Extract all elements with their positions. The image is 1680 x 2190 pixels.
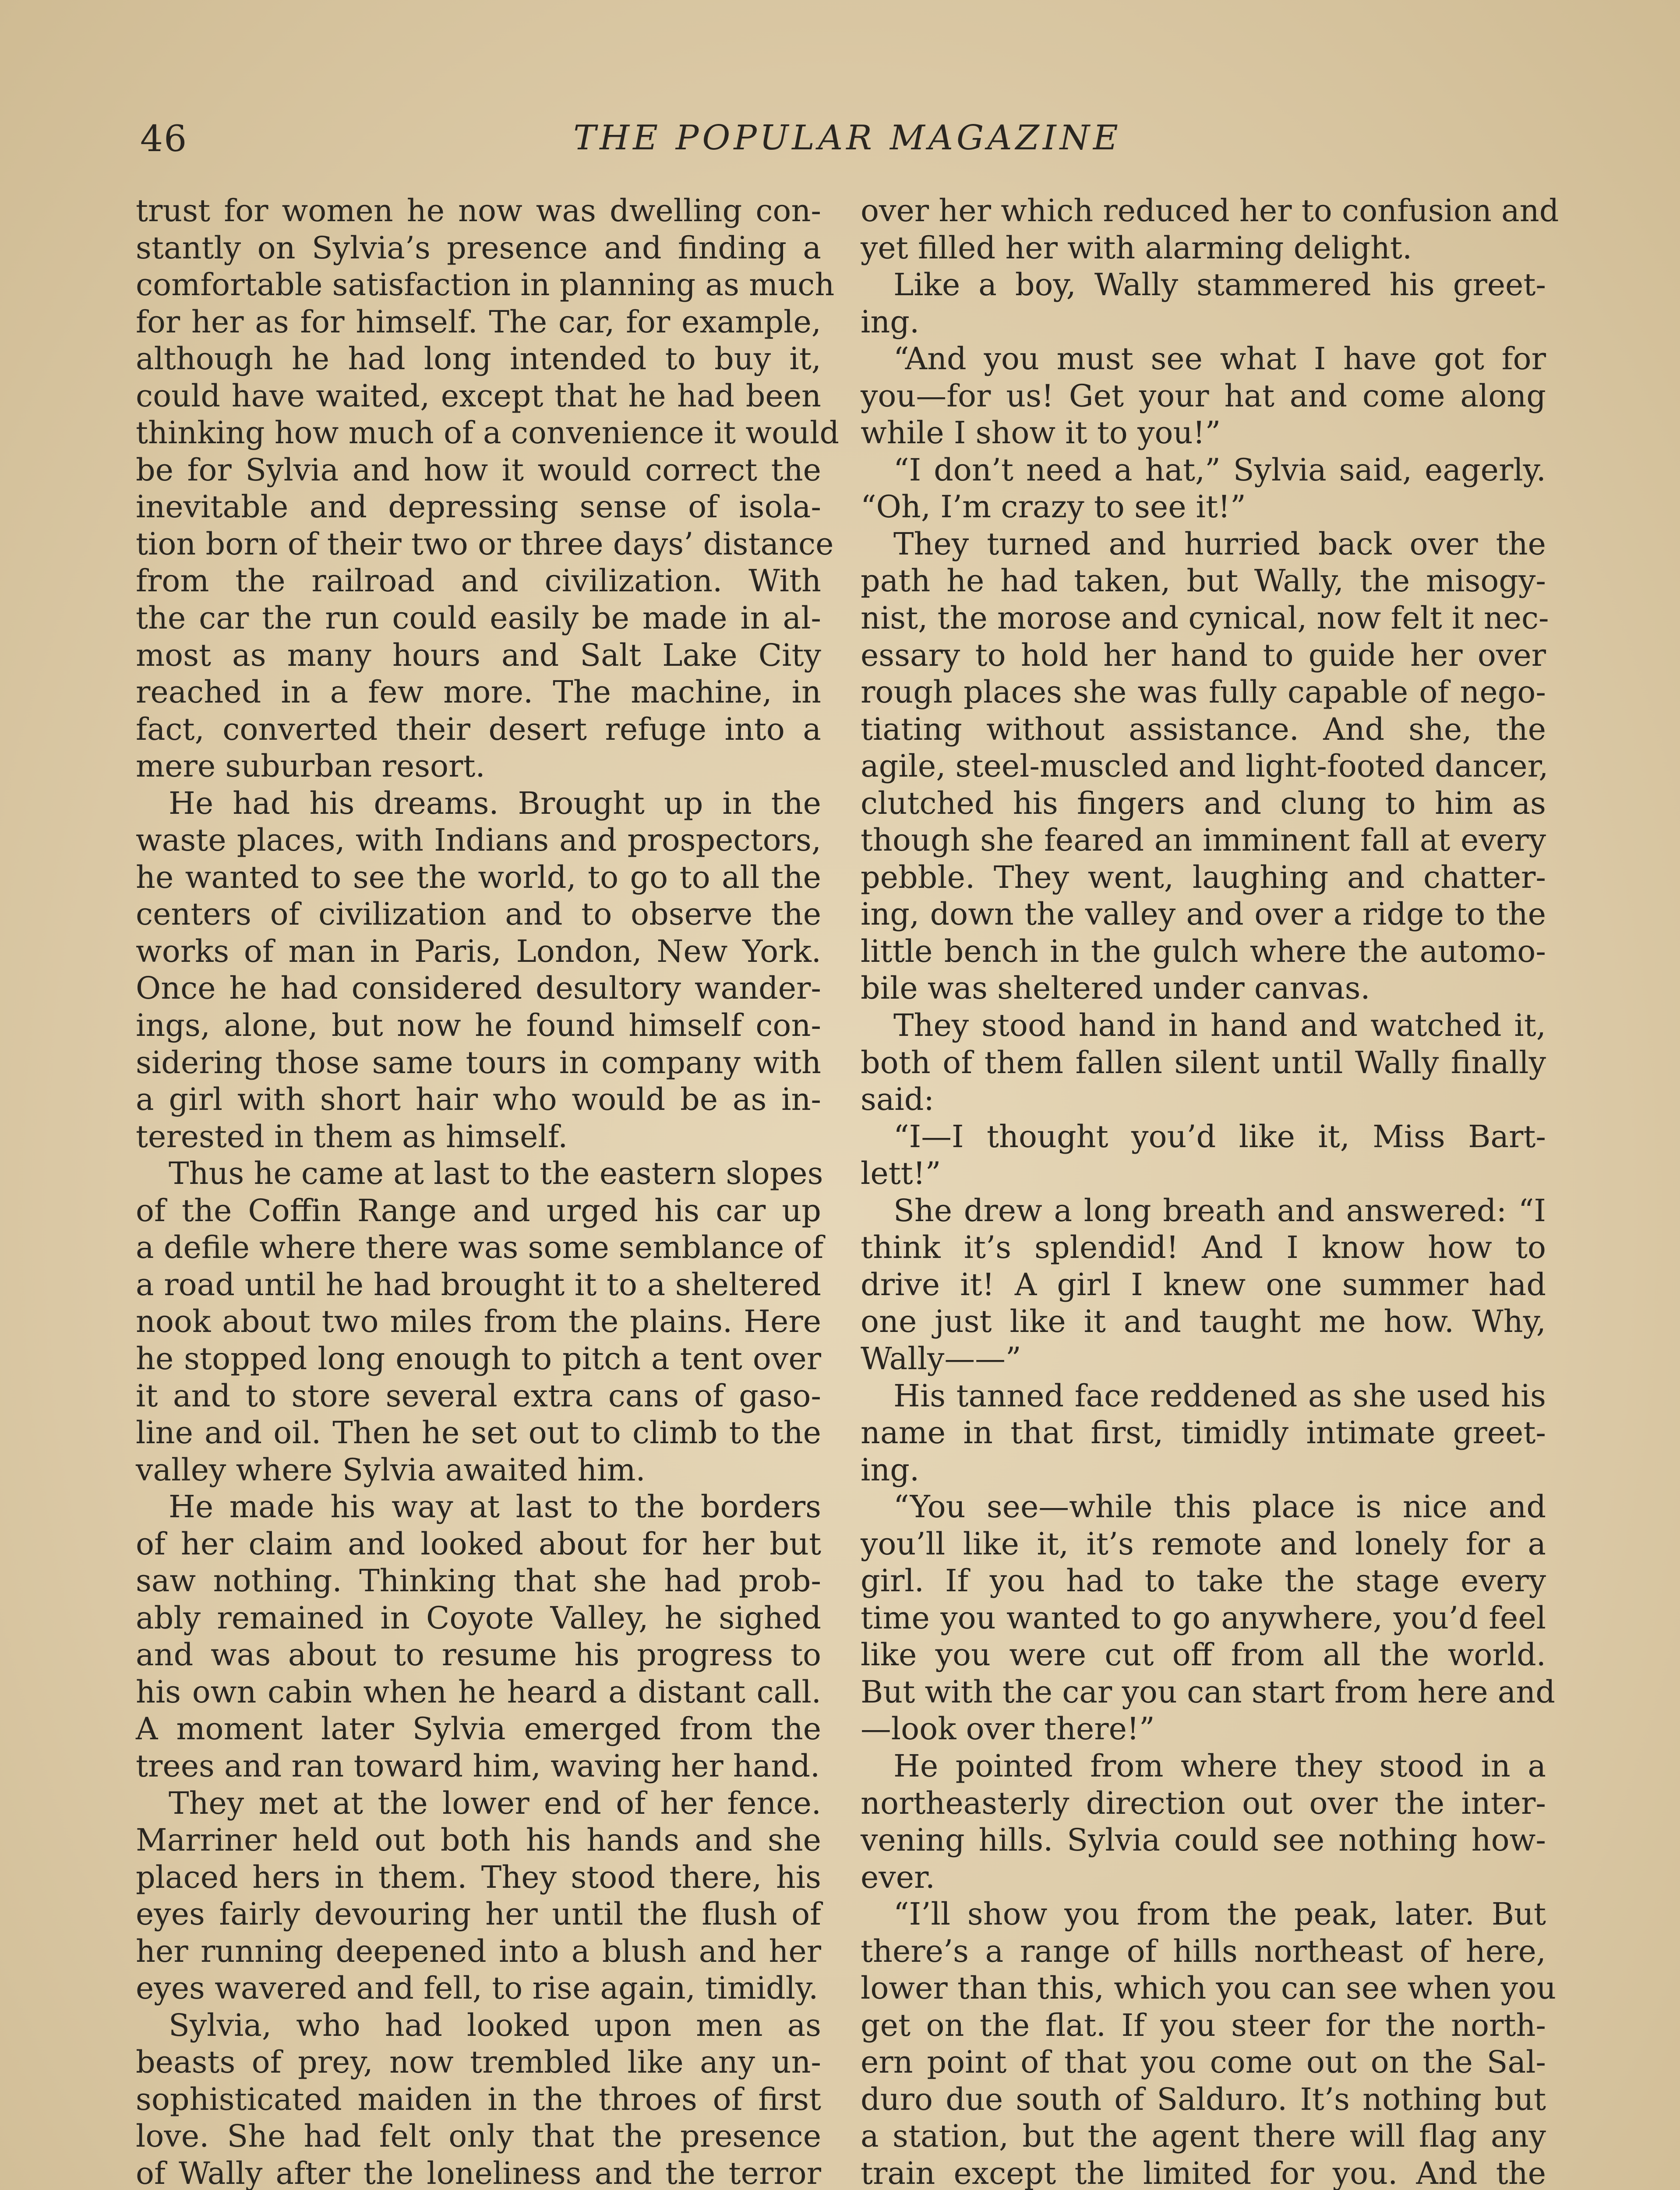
- text-line: although he had long intended to buy it,: [136, 341, 821, 377]
- text-line: path he had taken, but Wally, the misogy-: [861, 563, 1546, 599]
- text-line: bile was sheltered under canvas.: [861, 971, 1370, 1007]
- text-line: Like a boy, Wally stammered his greet-: [893, 267, 1546, 303]
- text-line: one just like it and taught me how. Why,: [861, 1304, 1546, 1340]
- text-line: while I show it to you!”: [861, 415, 1221, 451]
- text-line: Sylvia, who had looked upon men as: [169, 2007, 821, 2043]
- text-line: yet filled her with alarming delight.: [861, 230, 1412, 266]
- text-line: waste places, with Indians and prospectors,: [136, 823, 821, 858]
- text-line: “I—I thought you’d like it, Miss Bart-: [893, 1119, 1546, 1155]
- text-line: you’ll like it, it’s remote and lonely for a: [861, 1526, 1546, 1562]
- text-line: he wanted to see the world, to go to all the: [136, 859, 821, 895]
- text-line: mere suburban resort.: [136, 749, 485, 784]
- text-line: duro due south of Salduro. It’s nothing but: [861, 2081, 1546, 2117]
- text-line: name in that first, timidly intimate greet-: [861, 1415, 1546, 1451]
- text-line: Marriner held out both his hands and she: [136, 1823, 821, 1858]
- text-line: But with the car you can start from here and: [861, 1674, 1555, 1710]
- text-line: a station, but the agent there will flag any: [861, 2119, 1546, 2155]
- text-line: pebble. They went, laughing and chatter-: [861, 859, 1546, 895]
- text-line: tiating without assistance. And she, the: [861, 711, 1546, 747]
- text-line: of the Coffin Range and urged his car up: [136, 1193, 821, 1229]
- text-line: ing.: [861, 304, 920, 340]
- text-line: a defile where there was some semblance of: [136, 1230, 824, 1266]
- text-line: of her claim and looked about for her but: [136, 1526, 821, 1562]
- text-line: beasts of prey, now trembled like any un-: [136, 2045, 821, 2080]
- text-line: clutched his fingers and clung to him as: [861, 785, 1546, 821]
- text-line: He made his way at last to the borders: [169, 1489, 821, 1525]
- text-line: time you wanted to go anywhere, you’d feel: [861, 1600, 1546, 1636]
- text-line: nist, the morose and cynical, now felt it nec-: [861, 600, 1549, 636]
- text-line: little bench in the gulch where the automo-: [861, 933, 1546, 969]
- text-line: though she feared an imminent fall at every: [861, 823, 1546, 858]
- text-line: a road until he had brought it to a sheltered: [136, 1267, 821, 1303]
- text-line: reached in a few more. The machine, in: [136, 675, 821, 710]
- page-number: 46: [140, 118, 188, 160]
- text-line: ing, down the valley and over a ridge to the: [861, 897, 1546, 933]
- text-line: said:: [861, 1082, 934, 1118]
- text-line: placed hers in them. They stood there, his: [136, 1859, 821, 1895]
- left-column: [136, 193, 840, 2190]
- text-line: love. She had felt only that the presence: [136, 2119, 821, 2155]
- text-line: He pointed from where they stood in a: [893, 1748, 1546, 1784]
- text-line: of Wally after the loneliness and the terror: [136, 2155, 821, 2190]
- text-line: tion born of their two or three days’ distance: [136, 526, 834, 562]
- text-line: fact, converted their desert refuge into a: [136, 711, 821, 747]
- text-line: sophisticated maiden in the throes of first: [136, 2081, 821, 2117]
- text-line: drive it! A girl I knew one summer had: [861, 1267, 1546, 1303]
- text-line: He had his dreams. Brought up in the: [169, 785, 821, 821]
- text-line: valley where Sylvia awaited him.: [136, 1452, 646, 1488]
- text-line: like you were cut off from all the world.: [861, 1637, 1546, 1673]
- text-line: train except the limited for you. And the: [861, 2155, 1546, 2190]
- text-line: centers of civilization and to observe the: [136, 897, 821, 933]
- text-line: vening hills. Sylvia could see nothing how-: [861, 1823, 1546, 1858]
- text-line: “Oh, I’m crazy to see it!”: [861, 489, 1246, 525]
- text-line: he stopped long enough to pitch a tent over: [136, 1341, 821, 1377]
- text-line: eyes wavered and fell, to rise again, timidly.: [136, 1971, 819, 2006]
- text-line: Wally——”: [861, 1341, 1021, 1377]
- text-line: comfortable satisfaction in planning as much: [136, 267, 835, 303]
- text-line: “You see—while this place is nice and: [893, 1489, 1546, 1525]
- text-line: inevitable and depressing sense of isola-: [136, 489, 821, 525]
- text-line: works of man in Paris, London, New York.: [136, 933, 821, 969]
- text-line: terested in them as himself.: [136, 1119, 568, 1155]
- text-line: girl. If you had to take the stage every: [861, 1563, 1546, 1599]
- text-line: Once he had considered desultory wander-: [136, 971, 821, 1007]
- text-line: both of them fallen silent until Wally finally: [861, 1045, 1546, 1081]
- text-line: “And you must see what I have got for: [893, 341, 1546, 377]
- text-line: ings, alone, but now he found himself con-: [136, 1008, 821, 1044]
- text-line: A moment later Sylvia emerged from the: [136, 1711, 821, 1747]
- page-header: [140, 110, 1555, 158]
- text-line: ing.: [861, 1452, 920, 1488]
- text-line: She drew a long breath and answered: “I: [893, 1193, 1546, 1229]
- text-line: “I’ll show you from the peak, later. But: [893, 1897, 1546, 1932]
- text-line: get on the flat. If you steer for the north-: [861, 2007, 1546, 2043]
- text-line: They turned and hurried back over the: [893, 526, 1546, 562]
- text-line: you—for us! Get your hat and come along: [861, 378, 1546, 414]
- text-line: eyes fairly devouring her until the flush of: [136, 1897, 821, 1932]
- text-line: lett!”: [861, 1156, 941, 1192]
- right-column: [861, 193, 1559, 2190]
- text-line: line and oil. Then he set out to climb to the: [136, 1415, 821, 1451]
- text-line: thinking how much of a convenience it would: [136, 415, 840, 451]
- text-line: and was about to resume his progress to: [136, 1637, 821, 1673]
- text-line: agile, steel-muscled and light-footed dancer,: [861, 749, 1549, 784]
- text-line: there’s a range of hills northeast of here,: [861, 1933, 1546, 1969]
- text-line: most as many hours and Salt Lake City: [136, 637, 821, 673]
- text-line: his own cabin when he heard a distant call.: [136, 1674, 821, 1710]
- text-line: from the railroad and civilization. With: [136, 563, 821, 599]
- text-line: essary to hold her hand to guide her over: [861, 637, 1546, 673]
- text-line: be for Sylvia and how it would correct the: [136, 452, 821, 488]
- text-line: the car the run could easily be made in al-: [136, 600, 821, 636]
- text-line: They met at the lower end of her fence.: [169, 1785, 821, 1821]
- text-line: They stood hand in hand and watched it,: [893, 1008, 1546, 1044]
- running-head: THE POPULAR MAGAZINE: [573, 118, 1122, 158]
- text-line: think it’s splendid! And I know how to: [861, 1230, 1546, 1266]
- text-line: lower than this, which you can see when you: [861, 1971, 1556, 2006]
- text-line: could have waited, except that he had been: [136, 378, 821, 414]
- text-line: sidering those same tours in company with: [136, 1045, 821, 1081]
- text-line: stantly on Sylvia’s presence and finding a: [136, 230, 821, 266]
- text-line: nook about two miles from the plains. Here: [136, 1304, 821, 1340]
- text-line: saw nothing. Thinking that she had prob-: [136, 1563, 821, 1599]
- text-line: ably remained in Coyote Valley, he sighed: [136, 1600, 821, 1636]
- text-line: her running deepened into a blush and her: [136, 1933, 821, 1969]
- text-line: trees and ran toward him, waving her hand.: [136, 1748, 820, 1784]
- text-line: —look over there!”: [861, 1711, 1155, 1747]
- text-line: over her which reduced her to confusion and: [861, 193, 1559, 229]
- text-line: “I don’t need a hat,” Sylvia said, eagerly.: [893, 452, 1546, 488]
- text-line: rough places she was fully capable of nego-: [861, 675, 1546, 710]
- text-line: a girl with short hair who would be as in-: [136, 1082, 821, 1118]
- text-line: Thus he came at last to the eastern slopes: [169, 1156, 823, 1192]
- text-line: ever.: [861, 1859, 935, 1895]
- text-line: ern point of that you come out on the Sal-: [861, 2045, 1546, 2080]
- text-line: trust for women he now was dwelling con-: [136, 193, 821, 229]
- text-line: His tanned face reddened as she used his: [893, 1378, 1546, 1414]
- text-line: northeasterly direction out over the inter-: [861, 1785, 1546, 1821]
- text-line: it and to store several extra cans of gaso-: [136, 1378, 821, 1414]
- text-line: for her as for himself. The car, for example,: [136, 304, 821, 340]
